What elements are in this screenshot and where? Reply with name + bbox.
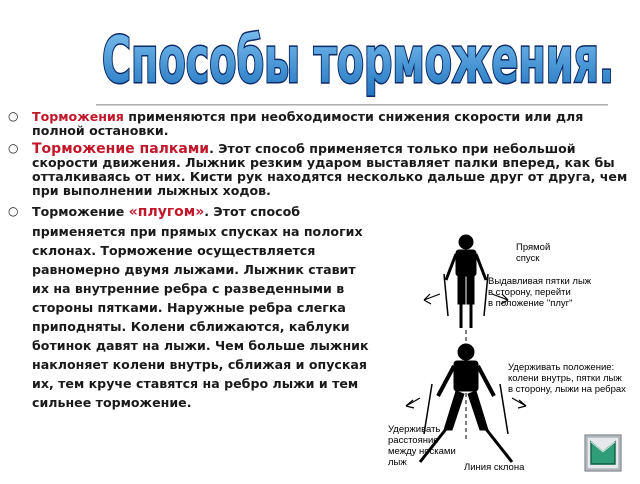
label-hold-position: Удерживать положение: колени внутрь, пятки лыж в сторону, лыжи на ребрах bbox=[508, 362, 626, 395]
return-arrow-icon bbox=[584, 434, 622, 472]
bullet-marker: ○ bbox=[8, 109, 19, 123]
bullet-item bbox=[8, 142, 628, 198]
skier-straight-descent bbox=[444, 235, 488, 328]
label-slope-line: Линия склона bbox=[464, 462, 525, 473]
bullet-lead: Торможение палками bbox=[32, 140, 210, 157]
label-push-heels: Выдавливая пятки лыж в сторону, перейти в положение "плуг" bbox=[488, 276, 592, 309]
return-nav-button[interactable] bbox=[584, 434, 622, 472]
bullet-text: . Этот способ применяется при прямых спусках на пологих склонах. Торможение осуществляется равномерно двумя лыжами. Лыжник ставит их на внутренние ребра с разведенными в стороны пятками. Наружные ребра слегка приподняты. Колени сближаются, каблуки ботинок давят на лыжи. Чем больше лыжник наклоняет колени внутрь, сближая и опуская их, тем круче ставятся на ребро лыжи и тем сильнее торможение. bbox=[32, 203, 369, 410]
title-divider bbox=[96, 104, 608, 106]
bullet-item bbox=[8, 110, 628, 138]
bullet-marker: ○ bbox=[8, 140, 19, 155]
label-keep-distance: Удерживать расстояние между носками лыж bbox=[388, 424, 456, 468]
label-straight-descent: Прямой спуск bbox=[516, 242, 551, 264]
bullet-item bbox=[8, 202, 372, 412]
title-text: Способы торможения. bbox=[102, 24, 614, 98]
bullet-text: применяются при необходимости снижения скорости или для полной остановки. bbox=[32, 109, 584, 138]
bullet-text: . Этот способ применяется только при небольшой скорости движения. Лыжник резким ударом выставляет палки вперед, как бы отталкиваясь от них. Кисти рук находятся несколько дальше друг от друга, чем при выполнении лыжных ходов. bbox=[32, 140, 628, 198]
bullet-lead: «плугом» bbox=[128, 203, 205, 220]
bullet-pre: Торможение bbox=[32, 203, 129, 219]
slide-title bbox=[0, 6, 640, 98]
bullet-lead: Торможения bbox=[32, 109, 124, 124]
bullet-marker: ○ bbox=[8, 203, 19, 218]
